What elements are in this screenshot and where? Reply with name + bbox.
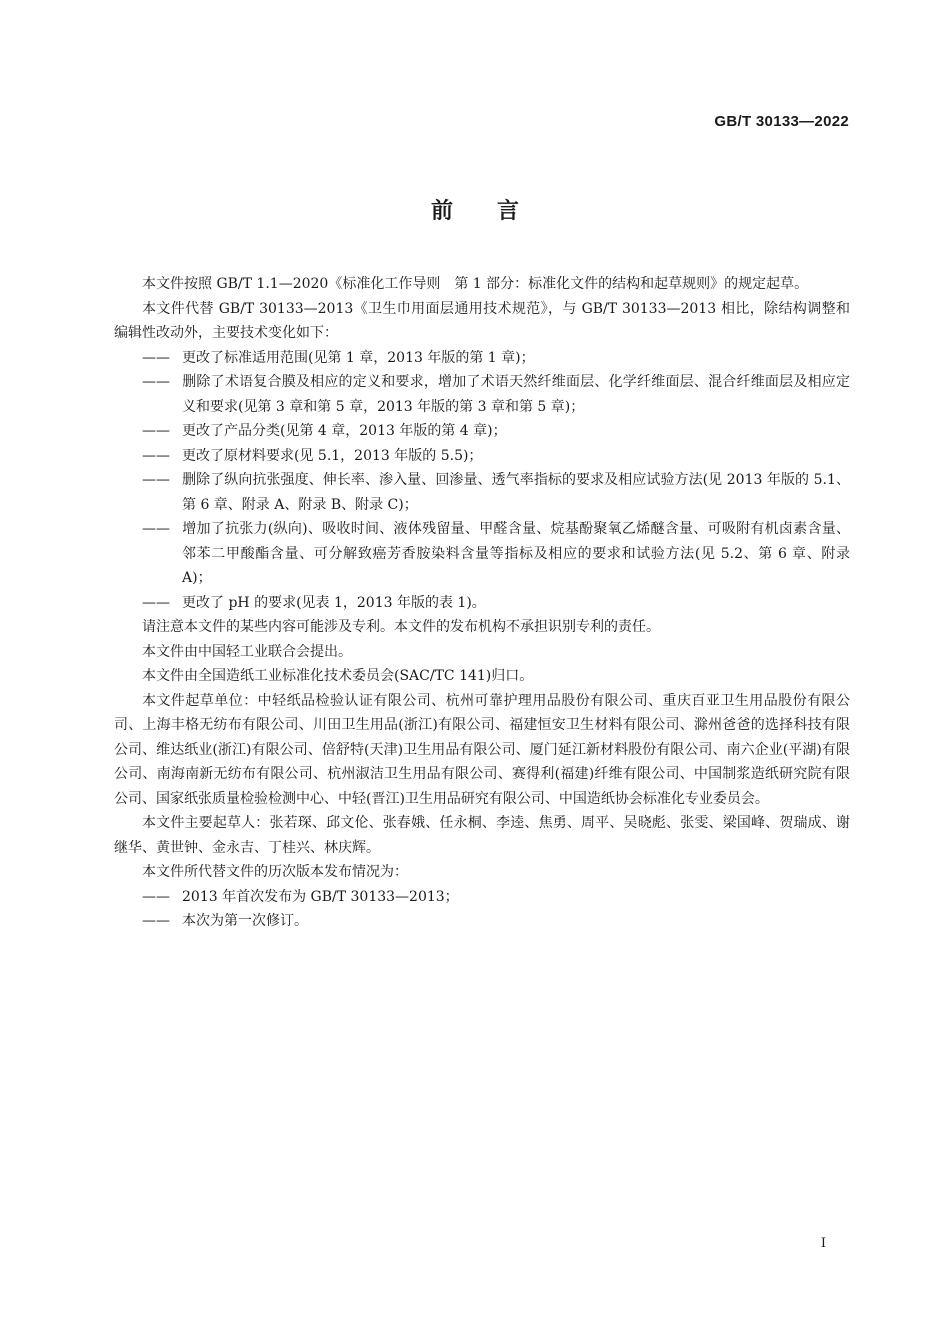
dash-marker: ——: [142, 374, 170, 390]
replacement-paragraph: 本文件代替 GB/T 30133—2013《卫生巾用面层通用技术规范》，与 GB/T 30133—2013 相比，除结构调整和编辑性改动外，主要技术变化如下：: [114, 300, 850, 341]
document-body: [114, 272, 850, 934]
drafting-units-paragraph: 本文件起草单位：中轻纸品检验认证有限公司、杭州可靠护理用品股份有限公司、重庆百亚卫生用品股份有限公司、上海丰格无纺布有限公司、川田卫生用品(浙江)有限公司、福建恒安卫生材料有限公司、滁州爸爸的选择科技有限公司、维达纸业(浙江)有限公司、倍舒特(天津)卫生用品有限公司、厦门延江新材料股份有限公司、南六企业(平湖)有限公司、南海南新无纺布有限公司、杭州淑洁卫生用品有限公司、赛得利(福建)纤维有限公司、中国制浆造纸研究院有限公司、国家纸张质量检验检测中心、中轻(晋江)卫生用品研究有限公司、中国造纸协会标准化专业委员会。: [114, 692, 850, 807]
change-item: [114, 591, 850, 616]
dash-marker: ——: [142, 594, 170, 611]
document-number: GB/T 30133—2022: [714, 113, 849, 130]
change-item-text: 删除了术语复合膜及相应的定义和要求，增加了术语天然纤维面层、化学纤维面层、混合纤维面层及相应定义和要求(见第 3 章和第 5 章，2013 年版的第 3 章和第 5 章)；: [182, 374, 850, 415]
dash-marker: ——: [142, 423, 170, 439]
change-item-text: 更改了产品分类(见第 4 章，2013 年版的第 4 章)；: [182, 423, 507, 439]
change-item-text: 更改了 pH 的要求(见表 1，2013 年版的表 1)。: [182, 594, 486, 611]
change-item-text: 删除了纵向抗张强度、伸长率、渗入量、回渗量、透气率指标的要求及相应试验方法(见 2013 年版的 5.1、第 6 章、附录 A、附录 B、附录 C)；: [182, 472, 850, 513]
drafters-paragraph: 本文件主要起草人：张若琛、邱文伦、张春娥、任永桐、李逵、焦勇、周平、吴晓彪、张雯、梁国峰、贺瑞成、谢继华、黄世钟、金永吉、丁桂兴、林庆辉。: [114, 815, 850, 856]
change-item: [114, 346, 850, 371]
history-item: [114, 885, 850, 910]
dash-marker: ——: [142, 913, 170, 929]
change-item: [114, 444, 850, 469]
page-title: 前言: [430, 199, 563, 224]
change-item-text: 增加了抗张力(纵向)、吸收时间、液体残留量、甲醛含量、烷基酚聚氧乙烯醚含量、可吸附有机卤素含量、邻苯二甲酸酯含量、可分解致癌芳香胺染料含量等指标及相应的要求和试验方法(见 5.2、第 6 章、附录 A)；: [182, 521, 850, 586]
committee-paragraph: 本文件由全国造纸工业标准化技术委员会(SAC/TC 141)归口。: [142, 668, 534, 684]
patent-notice-paragraph: 请注意本文件的某些内容可能涉及专利。本文件的发布机构不承担识别专利的责任。: [142, 619, 660, 635]
dash-marker: ——: [142, 521, 170, 537]
change-item: [114, 517, 850, 591]
change-item: [114, 419, 850, 444]
proposer-paragraph: 本文件由中国轻工业联合会提出。: [142, 643, 352, 660]
dash-marker: ——: [142, 472, 170, 488]
dash-marker: ——: [142, 447, 170, 464]
history-intro-paragraph: 本文件所代替文件的历次版本发布情况为：: [142, 864, 408, 880]
change-item-text: 更改了原材料要求(见 5.1，2013 年版的 5.5)；: [182, 447, 483, 464]
change-item-text: 更改了标准适用范围(见第 1 章，2013 年版的第 1 章)；: [182, 349, 535, 366]
drafting-rules-paragraph: 本文件按照 GB/T 1.1—2020《标准化工作导则 第 1 部分：标准化文件的结构和起草规则》的规定起草。: [142, 276, 809, 292]
history-item-text: 2013 年首次发布为 GB/T 30133—2013；: [182, 888, 459, 905]
dash-marker: ——: [142, 888, 170, 905]
change-item: [114, 468, 850, 517]
change-item: [114, 370, 850, 419]
history-item-text: 本次为第一次修订。: [182, 913, 308, 929]
dash-marker: ——: [142, 349, 170, 366]
page-number: I: [820, 1236, 826, 1251]
history-item: [114, 909, 850, 934]
